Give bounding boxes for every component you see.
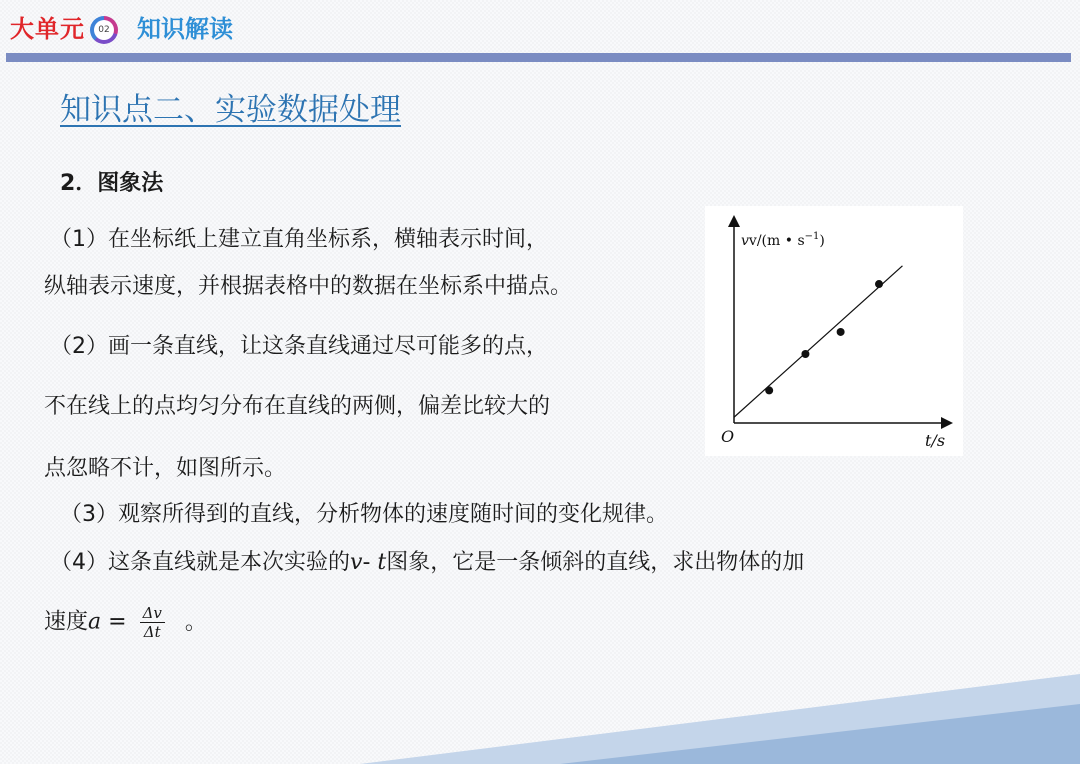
data-point-1: [765, 386, 773, 394]
equals-sign: =: [101, 609, 134, 635]
acceleration-fraction: [140, 604, 165, 641]
paragraph-5: [44, 604, 207, 641]
y-axis-label: vv/(m • $s^{-1}$): [741, 231, 825, 249]
paragraph-1-line-2: 纵轴表示速度，并根据表格中的数据在坐标系中描点。: [44, 274, 573, 299]
paragraph-5-prefix: 速度: [44, 609, 89, 635]
data-point-3: [837, 328, 845, 336]
variable-t: t: [377, 550, 387, 575]
paragraph-2-line-1: （2）画一条直线，让这条直线通过尽可能多的点，: [50, 334, 548, 359]
x-axis-label: t/s: [925, 431, 946, 450]
variable-v: v: [350, 550, 363, 575]
badge-number: 02: [94, 20, 114, 40]
velocity-time-figure: [705, 206, 963, 456]
unit-label: 大单元: [10, 15, 85, 43]
fraction-denominator: Δt: [143, 623, 161, 641]
header-divider-bar: [6, 53, 1071, 62]
paragraph-4-prefix: （4）这条直线就是本次实验的: [50, 550, 350, 575]
fraction-numerator: Δv: [140, 604, 165, 623]
variable-a: a: [88, 609, 102, 635]
y-axis-label-exp: −1: [804, 231, 820, 242]
paragraph-2-line-2: 不在线上的点均匀分布在直线的两侧，偏差比较大的: [44, 394, 551, 419]
paragraph-4: [50, 545, 804, 576]
y-axis-label-close: ): [819, 233, 825, 249]
page-title: 知识点二、实验数据处理: [60, 92, 401, 128]
data-point-2: [801, 350, 809, 358]
paragraph-2-line-3: 点忽略不计，如图所示。: [44, 456, 287, 481]
data-point-4: [875, 280, 883, 288]
unit-number-badge: [90, 16, 118, 44]
paragraph-1-line-1: （1）在坐标纸上建立直角坐标系，横轴表示时间，: [50, 227, 548, 252]
data-points: [765, 280, 883, 394]
paragraph-5-end: 。: [184, 609, 207, 635]
y-axis-label-text: v/(m • s: [748, 233, 805, 249]
section-label: 知识解读: [137, 15, 233, 43]
corner-decoration: [0, 660, 1080, 764]
subheading: 2．图象法: [60, 171, 164, 196]
dash: -: [362, 550, 378, 575]
paragraph-3: （3）观察所得到的直线，分析物体的速度随时间的变化规律。: [60, 502, 668, 527]
origin-label: O: [721, 427, 735, 446]
best-fit-line: [734, 266, 902, 417]
paragraph-4-suffix: 图象，它是一条倾斜的直线，求出物体的加: [386, 550, 805, 575]
header: [0, 0, 1080, 58]
